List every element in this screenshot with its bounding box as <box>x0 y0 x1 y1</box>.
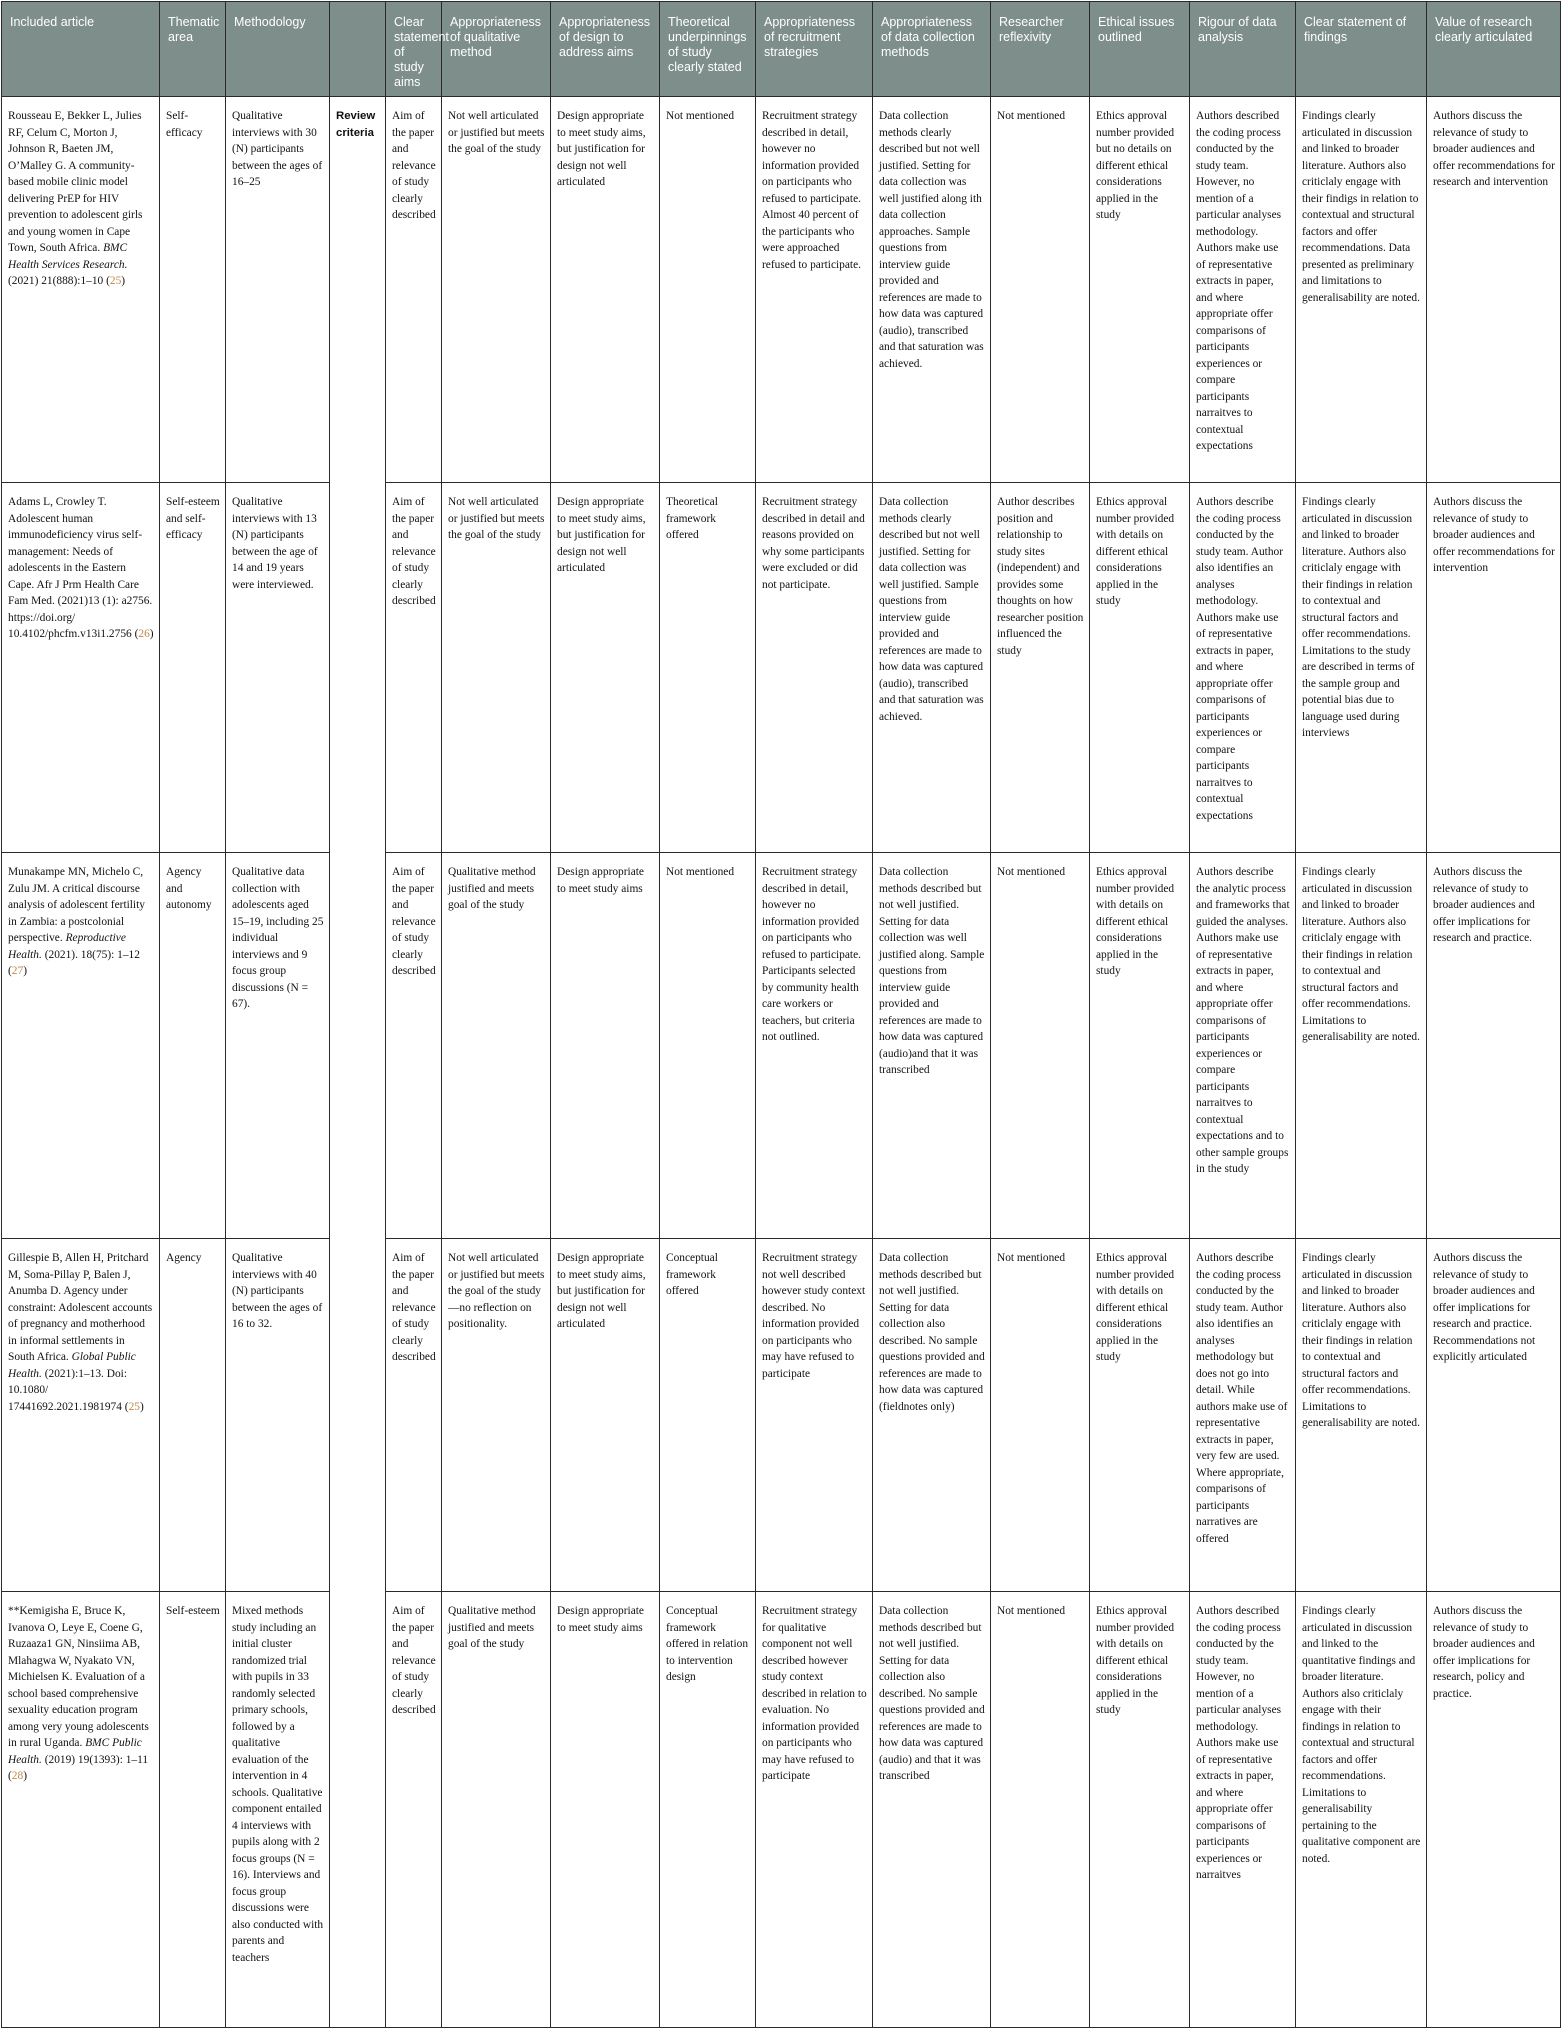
data-collection-cell: Data collection methods described but not well justified. Setting for data collection was well justified along. Sample questions from interview guide provided and references are made to how data was captured (audio)and that it was transcribed <box>873 853 991 1239</box>
article-cell: Gillespie B, Allen H, Pritchard M, Soma-Pillay P, Balen J, Anumba D. Agency under constraint: Adolescent accounts of pregnancy and motherhood in informal settlements in South Africa. Global Public Health. (2021):1–13. Doi: 10.1080/ 17441692.2021.1981974 (25) <box>2 1239 160 1592</box>
theory-cell: Not mentioned <box>660 97 756 483</box>
design-cell: Design appropriate to meet study aims, but justification for design not well articulated <box>551 1239 660 1592</box>
design-cell: Design appropriate to meet study aims, but justification for design not well articulated <box>551 97 660 483</box>
methodology-cell: Mixed methods study including an initial cluster randomized trial with pupils in 33 randomly selected primary schools, followed by a qualitative evaluation of the intervention in 4 schools. Qualitative component entailed 4 interviews with pupils along with 2 focus groups (N = 16). Interviews and focus group discussions were also conducted with parents and teachers <box>226 1592 330 2028</box>
thematic-cell: Self-esteem <box>160 1592 226 2028</box>
theory-cell: Conceptual framework offered in relation to intervention design <box>660 1592 756 2028</box>
theory-cell: Theoretical framework offered <box>660 483 756 853</box>
rigour-cell: Authors described the coding process conducted by the study team. However, no mention of a particular analyses methodology. Authors make use of representative extracts in paper, and where appropriate offer comparisons of participants experiences or compare participants narraitves to contextual expectations <box>1190 97 1296 483</box>
thematic-cell: Agency <box>160 1239 226 1592</box>
recruitment-cell: Recruitment strategy described in detail, however no information provided on participants who refused to participate. Almost 40 percent of the participants who were approached refused to participate. <box>756 97 873 483</box>
recruitment-cell: Recruitment strategy described in detail, however no information provided on participants who refused to participate. Participants selected by community health care workers or teachers, but criteria not outlined. <box>756 853 873 1239</box>
qual-method-cell: Not well articulated or justified but meets the goal of the study—no reflection on positionality. <box>442 1239 551 1592</box>
ethics-cell: Ethics approval number provided with details on different ethical considerations applied in the study <box>1090 483 1190 853</box>
theory-cell: Conceptual framework offered <box>660 1239 756 1592</box>
reflexivity-cell: Not mentioned <box>991 97 1090 483</box>
data-collection-cell: Data collection methods described but not well justified. Setting for data collection also described. No sample questions provided and references are made to how data was captured (audio) and that it was transcribed <box>873 1592 991 2028</box>
thematic-cell: Agency and autonomy <box>160 853 226 1239</box>
article-cell: Munakampe MN, Michelo C, Zulu JM. A critical discourse analysis of adolescent fertility in Zambia: a postcolonial perspective. Reproductive Health. (2021). 18(75): 1–12 (27) <box>2 853 160 1239</box>
header-study-aims: Clear statement of study aims <box>386 2 442 97</box>
rigour-cell: Authors describe the coding process conducted by the study team. Author also identifies an analyses methodology but does not go into detail. While authors make use of representative extracts in paper, very few are used. Where appropriate, comparisons of participants narratives are offered <box>1190 1239 1296 1592</box>
methodology-cell: Qualitative data collection with adolescents aged 15–19, including 25 individual interviews and 9 focus group discussions (N = 67). <box>226 853 330 1239</box>
aims-cell: Aim of the paper and relevance of study clearly described <box>386 853 442 1239</box>
data-collection-cell: Data collection methods clearly described but not well justified. Setting for data collection was well justified along ith data collection approaches. Sample questions from interview guide provided and references are made to how data was captured (audio), transcribed and that saturation was achieved. <box>873 97 991 483</box>
review-criteria-label: Review criteria <box>330 97 386 2028</box>
theory-cell: Not mentioned <box>660 853 756 1239</box>
article-cell: **Kemigisha E, Bruce K, Ivanova O, Leye E, Coene G, Ruzaaza1 GN, Ninsiima AB, Mlahagwa W, Nyakato VN, Michielsen K. Evaluation of a school based comprehensive sexuality education program among very young adolescents in rural Uganda. BMC Public Health. (2019) 19(1393): 1–11 (28) <box>2 1592 160 2028</box>
reflexivity-cell: Not mentioned <box>991 853 1090 1239</box>
header-qualitative-method: Appropriateness of qualitative method <box>442 2 551 97</box>
findings-cell: Findings clearly articulated in discussion and linked to broader literature. Authors also criticlaly engage with their findings in relation to contextual and structural factors and offer recommendations. Limitations to the study are described in terms of the sample group and potential bias due to language used during interviews <box>1296 483 1427 853</box>
methodology-cell: Qualitative interviews with 30 (N) participants between the ages of 16–25 <box>226 97 330 483</box>
header-reflexivity: Researcher reflexivity <box>991 2 1090 97</box>
ethics-cell: Ethics approval number provided but no details on different ethical considerations applied in the study <box>1090 97 1190 483</box>
findings-cell: Findings clearly articulated in discussion and linked to broader literature. Authors also criticlaly engage with their findings in relation to contextual and structural factors and offer recommendations. Limitations to generalisability are noted. <box>1296 1239 1427 1592</box>
ethics-cell: Ethics approval number provided with details on different ethical considerations applied in the study <box>1090 1592 1190 2028</box>
design-cell: Design appropriate to meet study aims <box>551 1592 660 2028</box>
header-rigour: Rigour of data analysis <box>1190 2 1296 97</box>
design-cell: Design appropriate to meet study aims, but justification for design not well articulated <box>551 483 660 853</box>
findings-cell: Findings clearly articulated in discussion and linked to broader literature. Authors also criticlaly engage with their findings in relation to contextual and structural factors and offer recommendations. Limitations to generalisability are noted. <box>1296 853 1427 1239</box>
ethics-cell: Ethics approval number provided with details on different ethical considerations applied in the study <box>1090 853 1190 1239</box>
article-cell: Rousseau E, Bekker L, Julies RF, Celum C, Morton J, Johnson R, Baeten JM, O’Malley G. A community-based mobile clinic model delivering PrEP for HIV prevention to adolescent girls and young women in Cape Town, South Africa. BMC Health Services Research. (2021) 21(888):1–10 (25) <box>2 97 160 483</box>
table-row <box>2 483 1561 853</box>
findings-cell: Findings clearly articulated in discussion and linked to the quantitative findings and broader literature. Authors also criticlaly engage with their findings in relation to contextual and structural factors and offer recommendations. Limitations to generalisability pertaining to the qualitative component are noted. <box>1296 1592 1427 2028</box>
data-collection-cell: Data collection methods clearly described but not well justified. Setting for data collection was well justified. Sample questions from interview guide provided and references are made to how data was captured (audio), transcribed and that saturation was achieved. <box>873 483 991 853</box>
rigour-cell: Authors describe the analytic process and frameworks that guided the analyses. Authors make use of representative extracts in paper, and where appropriate offer comparisons of participants experiences or compare participants narraitves to contextual expectations and to other sample groups in the study <box>1190 853 1296 1239</box>
table-row <box>2 97 1561 483</box>
header-theoretical-underpinnings: Theoretical underpinnings of study clearly stated <box>660 2 756 97</box>
reference-link[interactable]: 25 <box>128 1400 140 1413</box>
aims-cell: Aim of the paper and relevance of study clearly described <box>386 483 442 853</box>
qual-method-cell: Qualitative method justified and meets goal of the study <box>442 1592 551 2028</box>
header-row <box>2 2 1561 97</box>
recruitment-cell: Recruitment strategy described in detail and reasons provided on why some participants were excluded or did not participate. <box>756 483 873 853</box>
header-included-article: Included article <box>2 2 160 97</box>
design-cell: Design appropriate to meet study aims <box>551 853 660 1239</box>
recruitment-cell: Recruitment strategy for qualitative component not well described however study context described in relation to evaluation. No information provided on participants who may have refused to participate <box>756 1592 873 2028</box>
value-cell: Authors discuss the relevance of study to broader audiences and offer implications for research and practice. <box>1427 853 1561 1239</box>
article-cell: Adams L, Crowley T. Adolescent human immunodeficiency virus self-management: Needs of adolescents in the Eastern Cape. Afr J Prm Health Care Fam Med. (2021)13 (1): a2756. https://doi.org/ 10.4102/phcfm.v13i1.2756 (26) <box>2 483 160 853</box>
header-ethical-issues: Ethical issues outlined <box>1090 2 1190 97</box>
methodology-cell: Qualitative interviews with 13 (N) participants between the age of 14 and 19 years were interviewed. <box>226 483 330 853</box>
recruitment-cell: Recruitment strategy not well described however study context described. No information provided on participants who may have refused to participate <box>756 1239 873 1592</box>
table-row <box>2 1592 1561 2028</box>
aims-cell: Aim of the paper and relevance of study clearly described <box>386 97 442 483</box>
ethics-cell: Ethics approval number provided with details on different ethical considerations applied in the study <box>1090 1239 1190 1592</box>
qual-method-cell: Not well articulated or justified but meets the goal of the study <box>442 97 551 483</box>
review-table <box>1 1 1561 2028</box>
value-cell: Authors discuss the relevance of study to broader audiences and offer recommendations for intervention <box>1427 483 1561 853</box>
header-findings: Clear statement of findings <box>1296 2 1427 97</box>
value-cell: Authors discuss the relevance of study to broader audiences and offer implications for research, policy and practice. <box>1427 1592 1561 2028</box>
reference-link[interactable]: 25 <box>109 275 122 287</box>
header-criteria-spacer <box>330 2 386 97</box>
header-value: Value of research clearly articulated <box>1427 2 1561 97</box>
reflexivity-cell: Author describes position and relationship to study sites (independent) and provides some thoughts on how researcher position influenced the study <box>991 483 1090 853</box>
reference-link[interactable]: 27 <box>11 965 24 977</box>
value-cell: Authors discuss the relevance of study to broader audiences and offer implications for research and practice. Recommendations not explicitly articulated <box>1427 1239 1561 1592</box>
data-collection-cell: Data collection methods described but not well justified. Setting for data collection also described. No sample questions provided and references are made to how data was captured (fieldnotes only) <box>873 1239 991 1592</box>
thematic-cell: Self-esteem and self-efficacy <box>160 483 226 853</box>
reference-link[interactable]: 28 <box>11 1770 24 1782</box>
methodology-cell: Qualitative interviews with 40 (N) participants between the ages of 16 to 32. <box>226 1239 330 1592</box>
rigour-cell: Authors describe the coding process conducted by the study team. Author also identifies an analyses methodology. Authors make use of representative extracts in paper, and where appropriate offer comparisons of participants experiences or compare participants narraitves to contextual expectations <box>1190 483 1296 853</box>
reflexivity-cell: Not mentioned <box>991 1239 1090 1592</box>
header-thematic-area: Thematic area <box>160 2 226 97</box>
thematic-cell: Self-efficacy <box>160 97 226 483</box>
reflexivity-cell: Not mentioned <box>991 1592 1090 2028</box>
header-recruitment: Appropriateness of recruitment strategies <box>756 2 873 97</box>
table-row <box>2 1239 1561 1592</box>
aims-cell: Aim of the paper and relevance of study clearly described <box>386 1239 442 1592</box>
aims-cell: Aim of the paper and relevance of study clearly described <box>386 1592 442 2028</box>
qual-method-cell: Not well articulated or justified but meets the goal of the study <box>442 483 551 853</box>
header-methodology: Methodology <box>226 2 330 97</box>
value-cell: Authors discuss the relevance of study to broader audiences and offer recommendations for research and intervention <box>1427 97 1561 483</box>
rigour-cell: Authors described the coding process conducted by the study team. However, no mention of a particular analyses methodology. Authors make use of representative extracts in paper, and where appropriate offer comparisons of participants experiences or narraitves <box>1190 1592 1296 2028</box>
header-data-collection: Appropriateness of data collection methods <box>873 2 991 97</box>
findings-cell: Findings clearly articulated in discussion and linked to broader literature. Authors also criticlaly engage with their findigs in relation to contextual and structural factors and offer recommendations. Data presented as preliminary and limitations to generalisability are noted. <box>1296 97 1427 483</box>
qual-method-cell: Qualitative method justified and meets goal of the study <box>442 853 551 1239</box>
reference-link[interactable]: 26 <box>138 628 150 640</box>
table-row <box>2 853 1561 1239</box>
header-design: Appropriateness of design to address aims <box>551 2 660 97</box>
